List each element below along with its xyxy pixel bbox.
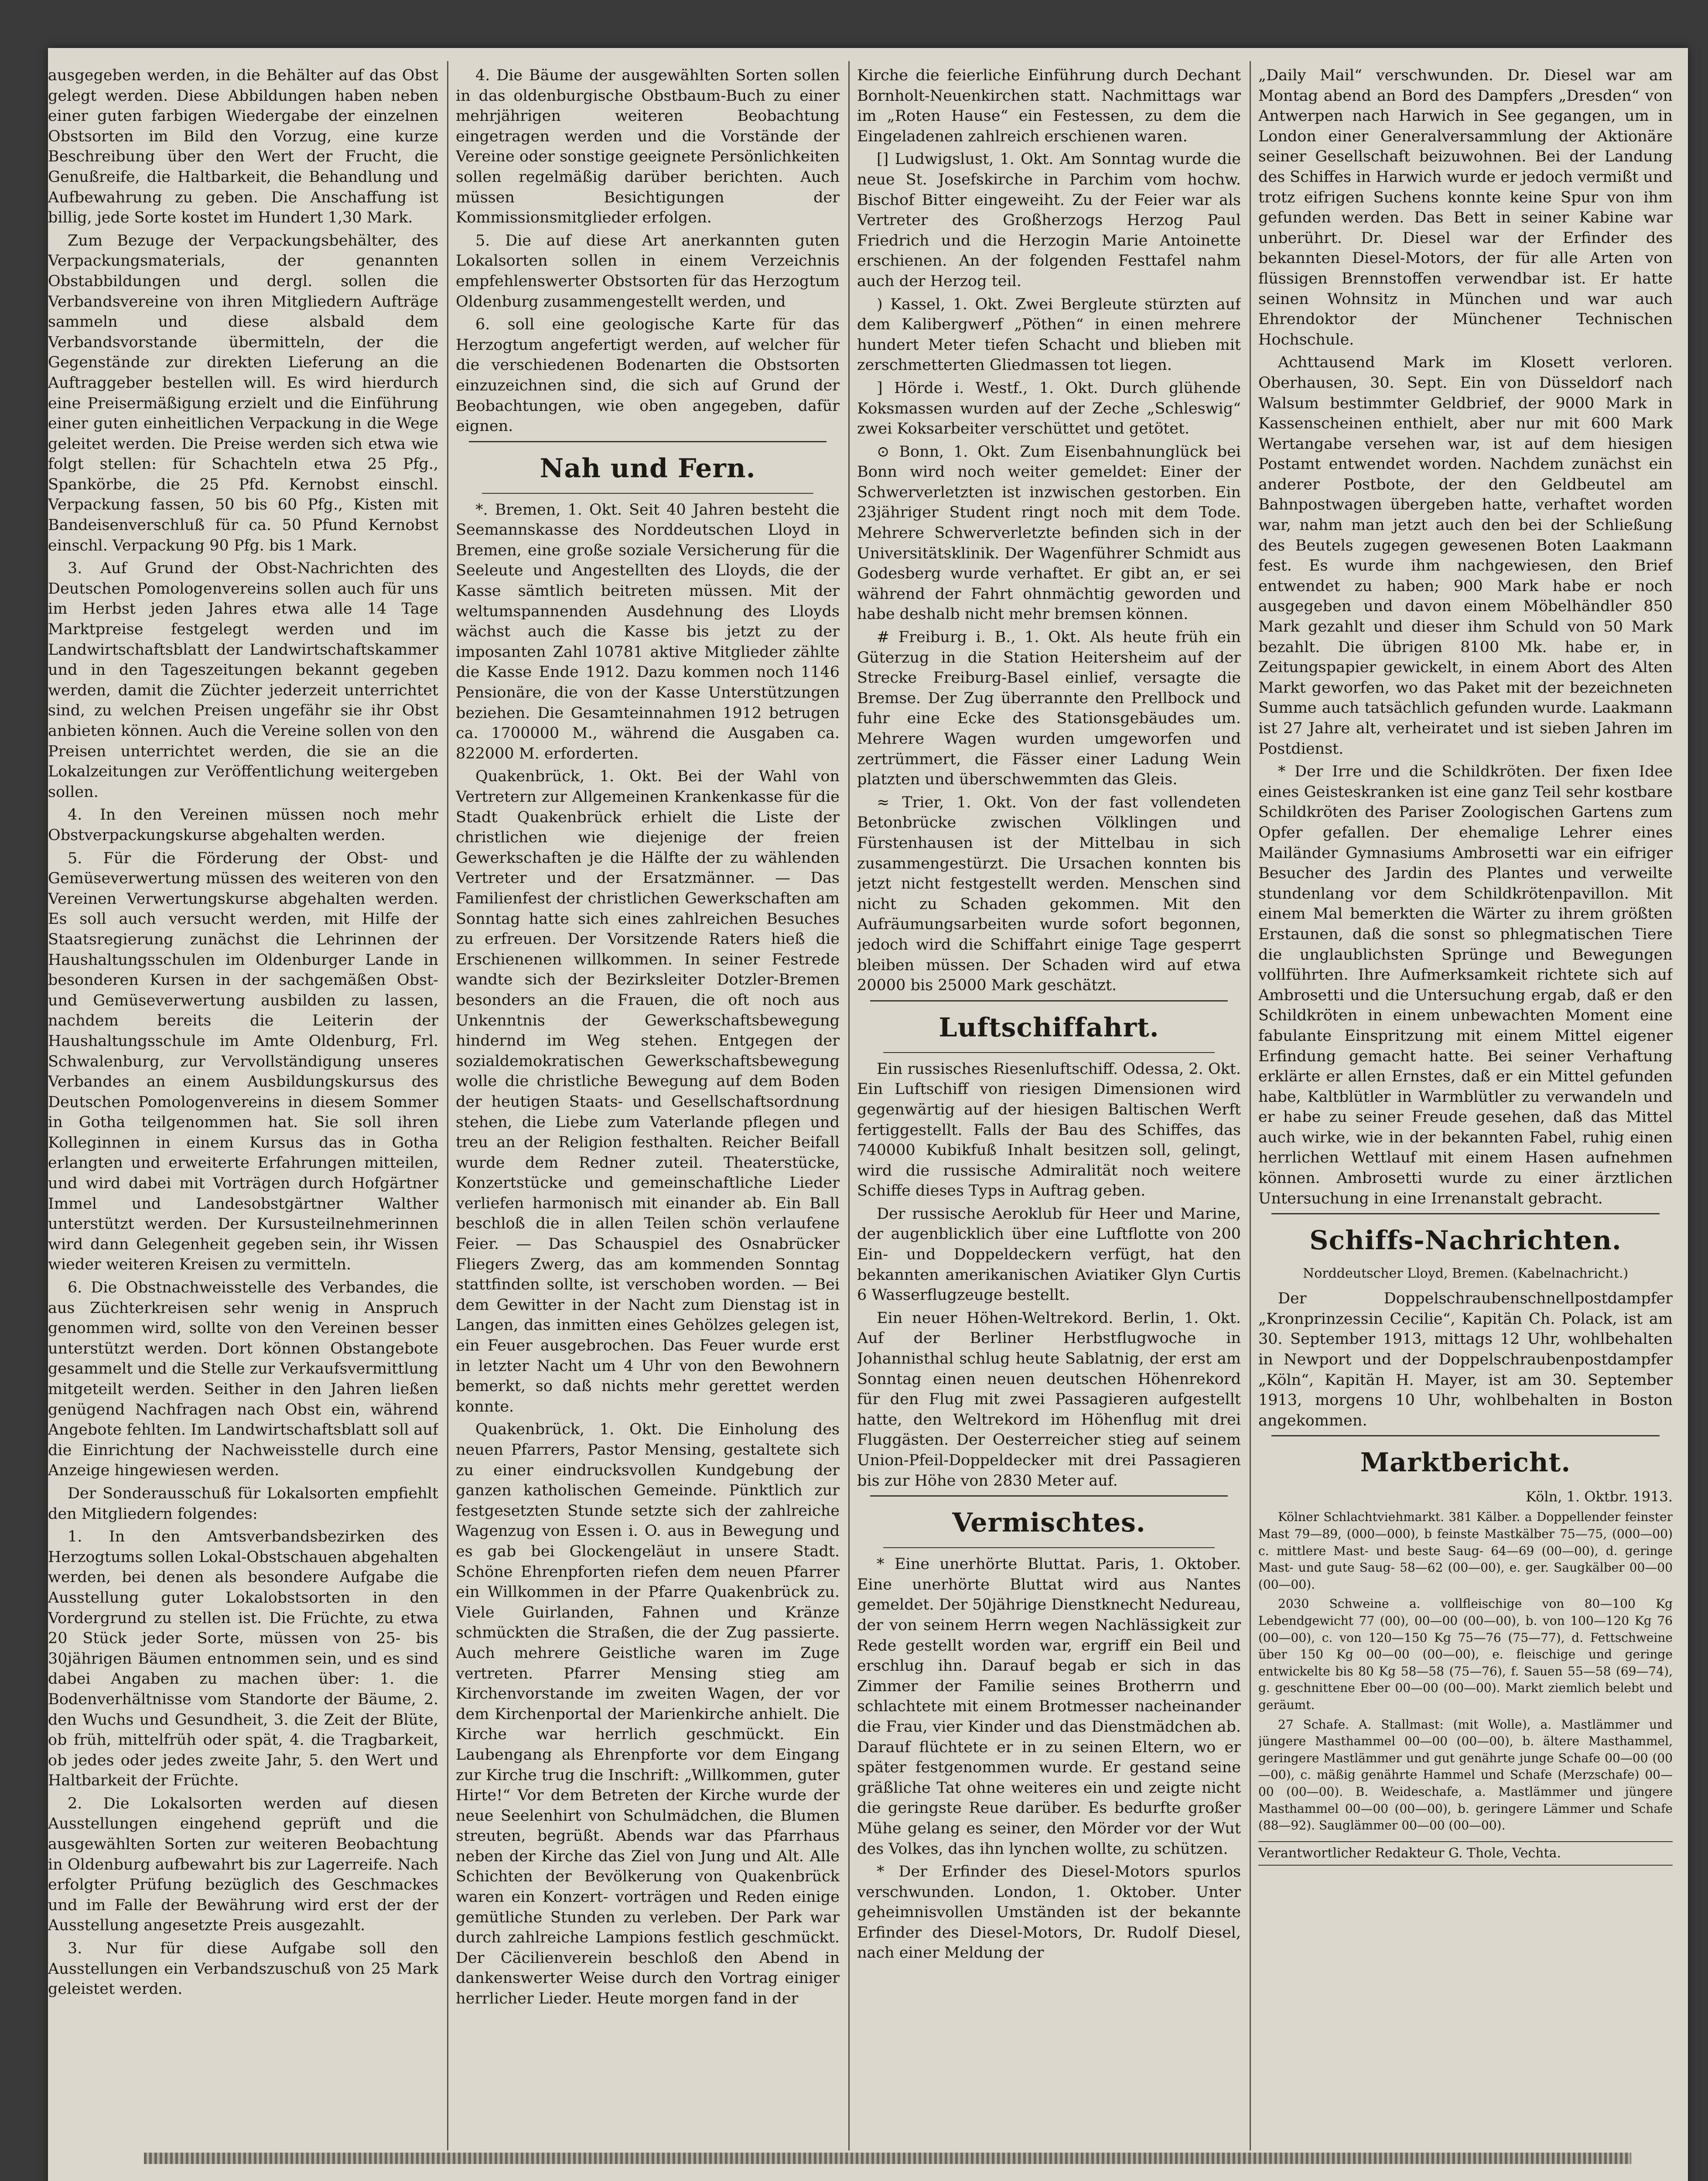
market-report-item: 2030 Schweine a. vollfleischige von 80—100 Kg Lebendgewicht 77 (00), 00—00 (00—00), b. von 100—120 Kg 76 (00—00), c. von 120—150 Kg 75—76 (75—77), d. Fettschweine über 150 Kg 00—00 (00—00), e. fleischige und geringe entwickelte bis 80 Kg 58—58 (75—76), f. Sauen 55—58 (69—74), g. geschnittene Eber 00—00 (00—00). Markt ziemlich belebt und geräumt. bbox=[1258, 1596, 1673, 1712]
news-item: ] Hörde i. Westf., 1. Okt. Durch glühende Koksmassen wurden auf der Zeche „Schleswig“ zwei Koksarbeiter verschüttet und getötet. bbox=[857, 379, 1241, 438]
advertisement-border bbox=[144, 2153, 1631, 2164]
article-paragraph: 2. Die Lokalsorten werden auf diesen Ausstellungen eingehend geprüft und die ausgewählten Sorten zur weiteren Beobachtung in Oldenburg aufbewahrt bis zur Lagerreife. Nach erfolgter Prüfung bezüglich des Geschmackes und im Falle der Bewährung wird erst der der Ausstellung angesetzte Preis ausgezahlt. bbox=[48, 1795, 438, 1935]
news-item: * Der Irre und die Schildkröten. Der fixen Idee eines Geisteskranken ist eine ganz Teil sehr kostbare Schildkröten des Pariser Zoologischen Gartens zum Opfer gefallen. Der ehemalige Lehrer eines Mailänder Gymnasiums Ambrosetti war ein eifriger Besucher des Jardin des Plantes und verweilte stundenlang vor dem Schildkrötenpavillon. Mit einem Mal bemerkten die Wärter zu ihrem größten Erstaunen, daß die sonst so phlegmatischen Tiere die unglaublichsten Sprünge und Bewegungen vollführten. Ihre Aufmerksamkeit richtete sich auf Ambrosetti und die Untersuchung ergab, daß er den Schildkröten in einem unbewachten Moment eine fabulante Einspritzung mit einem Mittel eigener Erfindung gemacht hatte. Bei seiner Verhaftung erklärte er allen Ernstes, daß er ein Mittel gefunden habe, Kaltblütler in Warmblütler zu verwandeln und er habe zu seiner Freude gesehen, daß das Mittel auch wirke, wie in der bekannten Fabel, ruhig einen herrlichen Wettlauf mit einem Hasen aufnehmen können. Ambrosetti wurde zu einer ärztlichen Untersuchung in eine Irrenanstalt gebracht. bbox=[1258, 763, 1673, 1207]
article-paragraph: 1. In den Amtsverbandsbezirken des Herzogtums sollen Lokal-Obstschauen abgehalten werden, bei denen als besondere Aufgabe die Ausstellung guter Lokalobstsorten in den Vordergrund zu stellen ist. Die Früchte, zu etwa 20 Stück jeder Sorte, müssen von 25- bis 30jährigen Bäumen entnommen sein, und es sind dabei Angaben zu machen über: 1. die Bodenverhältnisse vom Standorte der Bäume, 2. den Wuchs und Gesundheit, 3. die Zeit der Blüte, ob früh, mittelfrüh oder spät, 4. die Tragbarkeit, ob jedes oder jedes zweite Jahr, 5. den Wert und Haltbarkeit der Früchte. bbox=[48, 1528, 438, 1790]
news-item: Quakenbrück, 1. Okt. Die Einholung des neuen Pfarrers, Pastor Mensing, gestaltete sich zu einer eindrucksvollen Kundgebung der ganzen katholischen Gemeinde. Pünktlich zur festgesetzten Stunde setzte sich der zahlreiche Wagenzug von Essen i. O. aus in Bewegung und es gab bei Glockengeläut in unsere Stadt. Schöne Ehrenpforten riefen dem neuen Pfarrer ein Willkommen in der Pfarre Quakenbrück zu. Viele Guirlanden, Fahnen und Kränze schmückten die Straßen, die der Zug passierte. Auch mehrere Geistliche waren im Zuge vertreten. Pfarrer Mensing stieg am Kirchenvorstande im zweiten Wagen, der vor dem Kirchenportal der Marienkirche anhielt. Die Kirche war herrlich geschmückt. Ein Laubengang als Ehrenpforte vor dem Eingang zur Kirche trug die Inschrift: „Willkommen, guter Hirte!“ Vor dem Betreten der Kirche wurde der neue Seelenhirt von Schulmädchen, die Blumen streuten, begrüßt. Abends war das Pfarrhaus neben der Kirche das Ziel von Jung und Alt. Alle Schichten der Bevölkerung von Quakenbrück waren ein Konzert- vorträgen und Reden einige gemütliche Stunden zu verleben. Der Park war durch zahlreiche Lampions festlich geschmückt. Der Cäcilienverein beschloß den Abend in dankenswerter Weise durch den Vortrag einiger herrlicher Lieder. Heute morgen fand in der bbox=[456, 1421, 840, 2008]
article-paragraph: Der Sonderausschuß für Lokalsorten empfiehlt den Mitgliedern folgendes: bbox=[48, 1484, 438, 1523]
news-item: * Eine unerhörte Bluttat. Paris, 1. Oktober. Eine unerhörte Bluttat wird aus Nantes gemeldet. Der 50jährige Dienstknecht Nedureau, der von seinem Herrn wegen Nachlässigkeit zur Rede gestellt worden war, ergriff ein Beil und erschlug ihn. Darauf begab er sich in das Zimmer der Familie seines Brotherrn und schlachtete mit einem Brotmesser nacheinander die Frau, vier Kinder und das Dienstmädchen ab. Darauf flüchtete er in zu seinen Eltern, wo er später festgenommen wurde. Er gestand seine gräßliche Tat ohne weiteres ein und zeigte nicht die geringste Reue darüber. Es bedurfte großer Mühe gelang es seiner, den Mörder vor der Wut des Volkes, das ihn lynchen wollte, zu schützen. bbox=[857, 1555, 1241, 1858]
column-2 bbox=[456, 65, 840, 2146]
section-divider bbox=[1271, 1213, 1660, 1214]
article-paragraph: 5. Die auf diese Art anerkannten guten Lokalsorten sollen in einem Verzeichnis empfehlenswerter Obstsorten für das Herzogtum Oldenburg zusammengestellt werden, und bbox=[456, 232, 840, 311]
news-item: Ein neuer Höhen-Weltrekord. Berlin, 1. Okt. Auf der Berliner Herbstflugwoche in Johannisthal schlug heute Sablatnig, der erst am Sonntag einen neuen deutschen Höhenrekord für den Flug mit zwei Passagieren aufgestellt hatte, den Weltrekord im Höhenflug mit drei Fluggästen. Der Oesterreicher stieg auf seinem Union-Pfeil-Doppeldecker mit drei Passagieren bis zur Höhe von 2830 Meter auf. bbox=[857, 1309, 1241, 1490]
news-item: Ein russisches Riesenluftschiff. Odessa, 2. Okt. Ein Luftschiff von riesigen Dimensionen wird gegenwärtig auf der hiesigen Baltischen Werft fertiggestellt. Falls der Bau des Schiffes, das 740000 Kubikfuß Inhalt besitzen soll, gelingt, wird die russische Admiralität noch weitere Schiffe dieses Typs in Auftrag geben. bbox=[857, 1060, 1241, 1200]
news-item: Der Doppelschraubenschnellpostdampfer „Kronprinzessin Cecilie“, Kapitän Ch. Polack, ist am 30. September 1913, mittags 12 Uhr, wohlbehalten in Newport und der Doppelschraubenpostdampfer „Köln“, Kapitän H. Mayer, ist am 30. September 1913, morgens 10 Uhr, wohlbehalten in Boston angekommen. bbox=[1258, 1290, 1673, 1429]
section-heading-nah-und-fern: Nah und Fern. bbox=[540, 453, 756, 484]
liebig-advertisement bbox=[144, 2170, 1631, 2181]
article-paragraph: 4. In den Vereinen müssen noch mehr Obstverpackungskurse abgehalten werden. bbox=[48, 806, 438, 844]
news-item: Achttausend Mark im Klosett verloren. Oberhausen, 30. Sept. Ein von Düsseldorf nach Walsum bestimmter Geldbrief, der 9000 Mark in Kassenscheinen enthielt, aber nur mit 600 Mark Wertangabe versehen war, ist auf dem hiesigen Postamt entwendet worden. Nachdem zunächst ein anderer Postbote, der den Geldbeutel am Bahnpostwagen übergeben hatte, verhaftet worden war, nahm man jetzt auch den bei der Schließung des Beutels zugegen gewesenen Boten Laakmann fest. Es wurde ihm nachgewiesen, den Brief entwendet zu haben; 900 Mark habe er noch ausgegeben und davon einem Möbelhändler 850 Mark gezahlt und dieser ihm Schuld von 50 Mark bezahlt. Die übrigen 8100 Mk. habe er, in Zeitungspapier gewickelt, in einem Abort des Alten Markt geworfen, wo das Paket mit der bezeichneten Summe auch tatsächlich gefunden wurde. Laakmann ist 27 Jahre alt, verheiratet und ist sieben Jahren im Postdienst. bbox=[1258, 354, 1673, 758]
article-paragraph: 4. Die Bäume der ausgewählten Sorten sollen in das oldenburgische Obstbaum-Buch zu einer mehrjährigen weiteren Beobachtung eingetragen werden und die Vorstände der Vereine oder sonstige geeignete Persönlichkeiten sollen regelmäßig darüber berichten. Auch müssen Besichtigungen der Kommissionsmitglieder erfolgen. bbox=[456, 67, 840, 227]
section-heading-schiffs-nachrichten: Schiffs-Nachrichten. bbox=[1309, 1225, 1622, 1256]
article-paragraph: ausgegeben werden, in die Behälter auf das Obst gelegt werden. Diese Abbildungen haben neben einer guten farbigen Wiedergabe der einzelnen Obstsorten im Bild den Vorzug, eine kurze Beschreibung über den Wert der Frucht, die Genußreife, die Haltbarkeit, die Behandlung und Aufbewahrung zu geben. Die Anschaffung ist billig, jede Sorte kostet im Hundert 1,30 Mark. bbox=[48, 67, 438, 227]
section-subheading: Norddeutscher Lloyd, Bremen. (Kabelnachricht.) bbox=[1302, 1266, 1629, 1282]
column-rule bbox=[1250, 61, 1251, 2150]
news-item: *. Bremen, 1. Okt. Seit 40 Jahren besteht die Seemannskasse des Norddeutschen Lloyd in Bremen, eine große soziale Versicherung für die Seeleute und Angestellten des Lloyds, die der Kasse sämtlich beitreten müssen. Mit der weltumspannenden Ausdehnung des Lloyds wächst auch die Kasse bis jetzt zu der imposanten Zahl 10781 aktive Mitglieder zählte die Kasse Ende 1912. Dazu kommen noch 1146 Pensionäre, die von der Kasse Unterstützungen beziehen. Die Gesamteinnahmen 1912 betrugen ca. 1700000 M., während die Ausgaben ca. 822000 M. erforderten. bbox=[456, 501, 840, 762]
market-report-item: Kölner Schlachtviehmarkt. 381 Kälber. a Doppellender feinster Mast 79—89, (000—000), b feinste Mastkälber 75—75, (000—00) c. mittlere Mast- und beste Saug- 64—69 (00—00), d. geringe Mast- und gute Saug- 58—62 (00—00), e. ger. Saugkälber 00—00 (00—00). bbox=[1258, 1510, 1673, 1592]
section-divider bbox=[870, 1000, 1228, 1002]
article-paragraph: 3. Auf Grund der Obst-Nachrichten des Deutschen Pomologenvereins sollen auch für uns im Herbst jeden Jahres etwa alle 14 Tage Marktpreise festgelegt werden und im Landwirtschaftsblatt der Landwirtschaftskammer und in den Tageszeitungen bekannt gegeben werden, damit die Züchter jederzeit unterrichtet sind, zu welchen Preisen ungefähr sie ihr Obst anbieten können. Auch die Vereine sollen von den Preisen unterrichtet werden, die sie an die Lokalzeitungen zur Veröffentlichung weitergeben sollen. bbox=[48, 560, 438, 801]
market-report-item: 27 Schafe. A. Stallmast: (mit Wolle), a. Mastlämmer und jüngere Masthammel 00—00 (00—00), b. ältere Masthammel, geringere Mastlämmer und gut genährte junge Schafe 00—00 (00—00), c. mäßig genährte Hammel und Schafe (Merzschafe) 00—00 (00—00). B. Weideschafe, a. Mastlämmer und jüngere Masthammel 00—00 (00—00), b. geringere Lämmer und Schafe (88—92). Sauglämmer 00—00 (00—00). bbox=[1258, 1717, 1673, 1833]
section-heading-marktbericht: Marktbericht. bbox=[1360, 1447, 1571, 1478]
market-dateline: Köln, 1. Oktbr. 1913. bbox=[1526, 1488, 1673, 1505]
news-item: Quakenbrück, 1. Okt. Bei der Wahl von Vertretern zur Allgemeinen Krankenkasse für die Stadt Quakenbrück erhielt die Liste der christlichen wie diejenige der freien Gewerkschaften je die Hälfte der zu wählenden Vertreter und der Ersatzmänner. — Das Familienfest der christlichen Gewerkschaften am Sonntag hatte sich eines zahlreichen Besuches zu erfreuen. Der Vorsitzende Raters hieß die Erschienenen willkommen. In seiner Festrede wandte sich der Bezirksleiter Dotzler-Bremen besonders an die Frauen, die oft noch aus Unkenntnis der Gewerkschaftsbewegung hindernd im Weg stehen. Entgegen der sozialdemokratischen Gewerkschaftsbewegung wolle die christliche Bewegung auf dem Boden der heutigen Staats- und Gesellschaftsordnung stehen, die Liebe zum Vaterlande pflegen und treu an der Religion festhalten. Reicher Beifall wurde dem Redner zuteil. Theaterstücke, Konzertstücke und gemeinschaftliche Lieder verliefen harmonisch mit einander ab. Ein Ball beschloß die in allen Teilen schön verlaufene Feier. — Das Schauspiel des Osnabrücker Fliegers Zwerg, das am kommenden Sonntag stattfinden sollte, ist verschoben worden. — Bei dem Gewitter in der Nacht zum Dienstag ist in Langen, das inmitten eines Gehölzes gelegen ist, ein Feuer ausgebrochen. Das Feuer wurde erst in letzter Nacht um 4 Uhr von den Bewohnern bemerkt, so daß nichts mehr gerettet werden konnte. bbox=[456, 768, 840, 1415]
news-item: ≈ Trier, 1. Okt. Von der fast vollendeten Betonbrücke zwischen Völklingen und Fürstenhausen ist der Mittelbau in sich zusammengestürzt. Die Ursachen konnten bis jetzt nicht festgestellt werden. Menschen sind nicht zu Schaden gekommen. Mit den Aufräumungsarbeiten wurde sofort begonnen, jedoch wird die Schiffahrt einige Tage gesperrt bleiben müssen. Der Schaden wird auf etwa 20000 bis 25000 Mark geschätzt. bbox=[857, 793, 1241, 995]
news-item: # Freiburg i. B., 1. Okt. Als heute früh ein Güterzug in die Station Heitersheim auf der Strecke Freiburg-Basel einlief, versagte die Bremse. Der Zug überrannte den Prellbock und fuhr eine Ecke des Stationsgebäudes um. Mehrere Wagen wurden umgeworfen und zertrümmert, die Fässer einer Ladung Wein platzten und überschwemmten das Gleis. bbox=[857, 629, 1241, 789]
section-divider bbox=[482, 493, 813, 494]
article-paragraph: 6. Die Obstnachweisstelle des Verbandes, die aus Züchterkreisen sehr wenig in Anspruch genommen wird, sollte von den Vereinen besser unterstützt werden. Dort können Obstangebote gesammelt und die Stelle zur Verkaufsvermittlung mitgeteilt werden. Seither in den Jahren ließen genügend Nachfragen nach Obst ein, während Angebote fehlten. Im Landwirtschaftsblatt soll auf die Einrichtung der Nachweisstelle durch eine Anzeige hingewiesen werden. bbox=[48, 1279, 438, 1480]
column-3 bbox=[857, 65, 1241, 2146]
section-divider bbox=[469, 441, 827, 442]
news-item: Der russische Aeroklub für Heer und Marine, der augenblicklich über eine Luftflotte von 200 Ein- und Doppeldeckern verfügt, hat den bekannten amerikanischen Aviatiker Glyn Curtis 6 Wasserflugzeuge bestellt. bbox=[857, 1205, 1241, 1304]
article-paragraph: 3. Nur für diese Aufgabe soll den Ausstellungen ein Verbandszuschuß von 25 Mark geleistet werden. bbox=[48, 1940, 438, 1998]
news-item: „Daily Mail“ verschwunden. Dr. Diesel war am Montag abend an Bord des Dampfers „Dresden“ von Antwerpen nach Harwich in See gegangen, um in London einer Generalversammlung der Aktionäre seiner Gesellschaft beizuwohnen. Bei der Landung des Schiffes in Harwich wurde er jedoch vermißt und trotz eifrigen Suchens konnte keine Spur von ihm gefunden werden. Das Bett in seiner Kabine war unberührt. Dr. Diesel war der Erfinder des bekannten Diesel-Motors, der für alle Arten von flüssigen Brennstoffen verwendbar ist. Er hatte seinen Wohnsitz in München und war auch Ehrendoktor der Münchener Technischen Hochschule. bbox=[1258, 67, 1673, 349]
section-divider bbox=[1271, 1435, 1660, 1436]
section-heading-vermischtes: Vermischtes. bbox=[952, 1508, 1146, 1538]
column-4 bbox=[1258, 65, 1673, 2146]
column-area bbox=[48, 65, 1692, 2146]
column-1 bbox=[48, 65, 438, 2146]
column-rule bbox=[447, 61, 448, 2150]
news-item: * Der Erfinder des Diesel-Motors spurlos verschwunden. London, 1. Oktober. Unter geheimnisvollen Umständen ist der bekannte Erfinder des Diesel-Motors, Dr. Rudolf Diesel, nach einer Meldung der bbox=[857, 1863, 1241, 1962]
article-paragraph: 5. Für die Förderung der Obst- und Gemüseverwertung müssen des weiteren von den Vereinen Verwertungskurse abgehalten werden. Es soll auch versucht werden, mit Hilfe der Staatsregierung zunächst die Lehrinnen der Haushaltungsschulen im Oldenburger Lande in besonderen Kursen in der sachgemäßen Obst- und Gemüseverwertung ausbilden zu lassen, nachdem bereits die Leiterin der Haushaltungsschule im Amte Oldenburg, Frl. Schwalenburg, zur Vervollständigung unseres Verbandes an einem Ausbildungskursus des Deutschen Pomologenvereins in diesem Sommer in Gotha teilgenommen hat. Sie soll ihren Kolleginnen in einem Kursus das in Gotha erlangten und erweiterte Erfahrungen mitteilen, und wird dabei mit Vorträgen durch Hofgärtner Immel und Landesobstgärtner Walther unterstützt werden. Der Kursusteilnehmerinnen wird dann Gelegenheit gegeben sein, ihr Wissen wieder weiteren Kreisen zu vermitteln. bbox=[48, 849, 438, 1274]
article-paragraph: 6. soll eine geologische Karte für das Herzogtum angefertigt werden, auf welcher für die verschiedenen Bodenarten die Obstsorten einzuzeichnen sind, die sich auf Grund der Beobachtungen, wie oben angegeben, dafür eignen. bbox=[456, 316, 840, 435]
news-item: ⊙ Bonn, 1. Okt. Zum Eisenbahnunglück bei Bonn wird noch weiter gemeldet: Einer der Schwerverletzten ist inzwischen gestorben. Ein 23jähriger Student ringt noch mit dem Tode. Mehrere Schwerverletzte befinden sich in der Universitätsklinik. Der Wagenführer Schmidt aus Godesberg wurde verhaftet. Er gibt an, er sei während der Fahrt ohnmächtig geworden und habe deshalb nicht mehr bremsen können. bbox=[857, 443, 1241, 623]
section-heading-luftschiffahrt: Luftschiffahrt. bbox=[939, 1012, 1159, 1043]
editor-imprint: Verantwortlicher Redakteur G. Thole, Vechta. bbox=[1258, 1841, 1673, 1866]
section-divider bbox=[883, 1052, 1215, 1053]
article-paragraph: Zum Bezuge der Verpackungsbehälter, des Verpackungsmaterials, der genannten Obstabbildungen und dergl. sollen die Verbandsvereine von ihren Mitgliedern Aufträge sammeln und diese alsbald dem Verbandsvorstande übermitteln, der die Gegenstände zur direkten Lieferung an die Auftraggeber bestellen will. Es wird hierdurch eine Preisermäßigung erzielt und die Einführung einer guten einheitlichen Verpackung in die Wege geleitet werden. Die Preise werden sich etwa wie folgt stellen: für Schachteln etwa 25 Pfg., Spankörbe, die 25 Pfd. Kernobst einschl. Verpackung fassen, 50 bis 60 Pfg., Kisten mit Bandeisenverschluß für ca. 50 Pfund Kernobst einschl. Verpackung 90 Pfg. bis 1 Mark. bbox=[48, 232, 438, 554]
news-item: ) Kassel, 1. Okt. Zwei Bergleute stürzten auf dem Kalibergwerf „Pöthen“ in einen mehrere hundert Meter tiefen Schacht und blieben mit zerschmetterten Gliedmassen tot liegen. bbox=[857, 295, 1241, 374]
news-item: Kirche die feierliche Einführung durch Dechant Bornholt-Neuenkirchen statt. Nachmittags war im „Roten Hause“ ein Festessen, zu dem die Eingeladenen zahlreich erschienen waren. bbox=[857, 67, 1241, 145]
section-divider bbox=[883, 1547, 1215, 1548]
column-rule bbox=[848, 61, 850, 2150]
news-item: [] Ludwigslust, 1. Okt. Am Sonntag wurde die neue St. Josefskirche in Parchim vom hochw. Bischof Bitter eingeweiht. Zu der Feier war als Vertreter des Großherzogs Herzog Paul Friedrich und die Herzogin Marie Antoinette erschienen. An der folgenden Festtafel nahm auch der Herzog teil. bbox=[857, 150, 1241, 290]
section-divider bbox=[870, 1495, 1228, 1497]
